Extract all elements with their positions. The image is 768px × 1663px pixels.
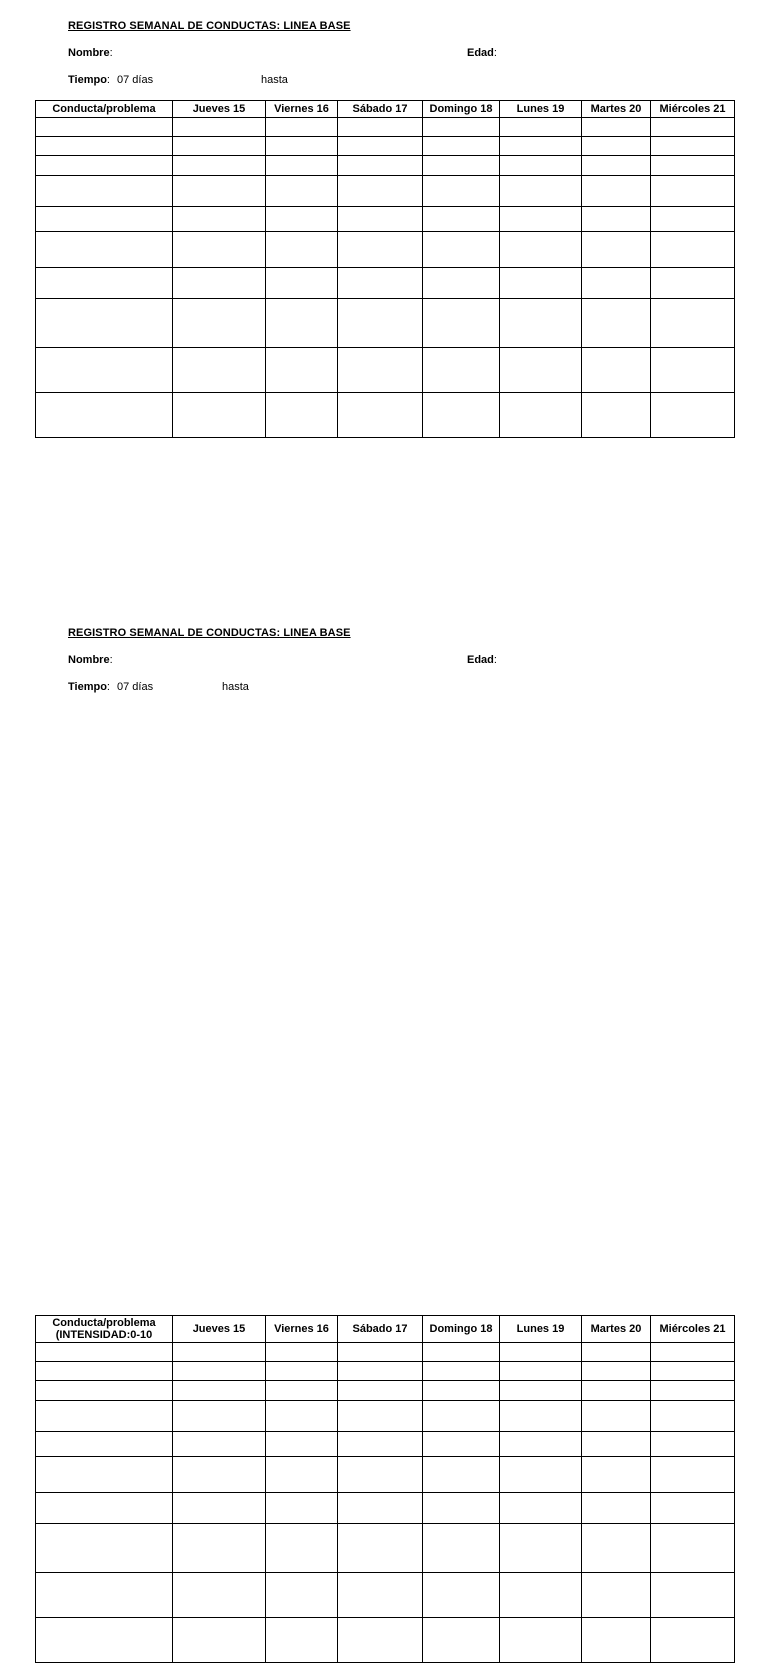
day-cell[interactable]: [423, 176, 500, 207]
table-row: [36, 232, 735, 268]
day-cell[interactable]: [338, 1573, 423, 1618]
day-cell[interactable]: [651, 1618, 735, 1663]
day-cell[interactable]: [338, 299, 423, 348]
day-cell[interactable]: [338, 1524, 423, 1573]
day-cell[interactable]: [500, 1401, 582, 1432]
day-cell[interactable]: [500, 1381, 582, 1401]
day-cell[interactable]: [266, 1401, 338, 1432]
day-cell[interactable]: [582, 1401, 651, 1432]
day-cell[interactable]: [500, 299, 582, 348]
table-row: [36, 348, 735, 393]
column-header-viernes: Viernes 16: [266, 1316, 338, 1343]
day-cell[interactable]: [338, 1381, 423, 1401]
column-header-conducta: Conducta/problema: [36, 101, 173, 118]
day-cell[interactable]: [338, 1362, 423, 1381]
day-cell[interactable]: [423, 1457, 500, 1493]
column-header-miercoles: Miércoles 21: [651, 1316, 735, 1343]
day-cell[interactable]: [423, 268, 500, 299]
tiempo-field: [68, 74, 153, 86]
day-cell[interactable]: [423, 1432, 500, 1457]
day-cell[interactable]: [173, 1401, 266, 1432]
day-cell[interactable]: [173, 1343, 266, 1362]
table-row: [36, 1618, 735, 1663]
day-cell[interactable]: [173, 299, 266, 348]
day-cell[interactable]: [423, 299, 500, 348]
day-cell[interactable]: [651, 207, 735, 232]
day-cell[interactable]: [423, 1524, 500, 1573]
day-cell[interactable]: [500, 232, 582, 268]
table-row: [36, 156, 735, 176]
day-cell[interactable]: [423, 1573, 500, 1618]
column-header-conducta-label: Conducta/problema: [52, 1317, 156, 1329]
day-cell[interactable]: [651, 1401, 735, 1432]
day-cell[interactable]: [266, 156, 338, 176]
table-row: [36, 1362, 735, 1381]
behavior-cell[interactable]: [36, 176, 173, 207]
day-cell[interactable]: [173, 1381, 266, 1401]
behavior-cell[interactable]: [36, 1618, 173, 1663]
table-row: [36, 1432, 735, 1457]
behavior-cell[interactable]: [36, 137, 173, 156]
day-cell[interactable]: [266, 232, 338, 268]
day-cell[interactable]: [173, 118, 266, 137]
column-header-domingo: Domingo 18: [423, 1316, 500, 1343]
table-row: [36, 207, 735, 232]
day-cell[interactable]: [582, 137, 651, 156]
day-cell[interactable]: [173, 393, 266, 438]
day-cell[interactable]: [338, 176, 423, 207]
table-row: [36, 268, 735, 299]
day-cell[interactable]: [266, 393, 338, 438]
behavior-table: [35, 100, 735, 438]
day-cell[interactable]: [338, 1343, 423, 1362]
day-cell[interactable]: [423, 1401, 500, 1432]
day-cell[interactable]: [338, 118, 423, 137]
day-cell[interactable]: [338, 1493, 423, 1524]
tiempo-colon: :: [106, 681, 110, 693]
day-cell[interactable]: [266, 348, 338, 393]
column-header-intensidad: (INTENSIDAD:0-10: [55, 1329, 153, 1341]
day-cell[interactable]: [266, 1432, 338, 1457]
hasta-label: hasta: [222, 681, 249, 693]
day-cell[interactable]: [338, 207, 423, 232]
tiempo-label: Tiempo: [68, 74, 107, 86]
day-cell[interactable]: [500, 1457, 582, 1493]
day-cell[interactable]: [266, 1573, 338, 1618]
edad-label: Edad: [467, 47, 494, 59]
form-title: REGISTRO SEMANAL DE CONDUCTAS: LINEA BASE: [68, 20, 351, 32]
table-row: [36, 1343, 735, 1362]
day-cell[interactable]: [582, 1457, 651, 1493]
day-cell[interactable]: [266, 1457, 338, 1493]
day-cell[interactable]: [173, 1524, 266, 1573]
nombre-field: [68, 47, 113, 59]
table-row: [36, 299, 735, 348]
day-cell[interactable]: [423, 1343, 500, 1362]
day-cell[interactable]: [582, 1381, 651, 1401]
day-cell[interactable]: [651, 1573, 735, 1618]
day-cell[interactable]: [266, 1618, 338, 1663]
hasta-label: hasta: [261, 74, 288, 86]
day-cell[interactable]: [266, 1343, 338, 1362]
nombre-label: Nombre: [68, 47, 110, 59]
day-cell[interactable]: [423, 207, 500, 232]
table-row: [36, 1381, 735, 1401]
day-cell[interactable]: [423, 393, 500, 438]
day-cell[interactable]: [173, 137, 266, 156]
day-cell[interactable]: [500, 268, 582, 299]
day-cell[interactable]: [651, 268, 735, 299]
day-cell[interactable]: [582, 1618, 651, 1663]
day-cell[interactable]: [500, 1432, 582, 1457]
day-cell[interactable]: [651, 1457, 735, 1493]
form-title: REGISTRO SEMANAL DE CONDUCTAS: LINEA BASE: [68, 627, 351, 639]
edad-colon: :: [493, 654, 497, 666]
day-cell[interactable]: [651, 299, 735, 348]
column-header-viernes: Viernes 16: [266, 101, 338, 118]
day-cell[interactable]: [651, 1524, 735, 1573]
day-cell[interactable]: [266, 299, 338, 348]
behavior-cell[interactable]: [36, 207, 173, 232]
table-row: [36, 176, 735, 207]
table-row: [36, 1573, 735, 1618]
day-cell[interactable]: [338, 1457, 423, 1493]
behavior-cell[interactable]: [36, 1401, 173, 1432]
day-cell[interactable]: [500, 1524, 582, 1573]
day-cell[interactable]: [500, 176, 582, 207]
behavior-cell[interactable]: [36, 1524, 173, 1573]
day-cell[interactable]: [651, 1432, 735, 1457]
edad-field: [467, 47, 497, 59]
column-header-lunes: Lunes 19: [500, 101, 582, 118]
day-cell[interactable]: [500, 393, 582, 438]
day-cell[interactable]: [651, 232, 735, 268]
edad-colon: :: [493, 47, 497, 59]
behavior-cell[interactable]: [36, 1343, 173, 1362]
day-cell[interactable]: [500, 118, 582, 137]
behavior-cell[interactable]: [36, 299, 173, 348]
day-cell[interactable]: [651, 118, 735, 137]
day-cell[interactable]: [173, 1493, 266, 1524]
behavior-cell[interactable]: [36, 232, 173, 268]
table-row: [36, 1401, 735, 1432]
column-header-lunes: Lunes 19: [500, 1316, 582, 1343]
column-header-sabado: Sábado 17: [338, 1316, 423, 1343]
day-cell[interactable]: [582, 348, 651, 393]
table-header-row: [36, 101, 735, 118]
tiempo-value: 07 días: [116, 681, 154, 693]
day-cell[interactable]: [266, 268, 338, 299]
day-cell[interactable]: [423, 1381, 500, 1401]
column-header-martes: Martes 20: [582, 101, 651, 118]
day-cell[interactable]: [338, 268, 423, 299]
day-cell[interactable]: [338, 156, 423, 176]
day-cell[interactable]: [266, 1524, 338, 1573]
day-cell[interactable]: [500, 1343, 582, 1362]
tiempo-label: Tiempo: [68, 681, 107, 693]
day-cell[interactable]: [338, 232, 423, 268]
day-cell[interactable]: [582, 393, 651, 438]
day-cell[interactable]: [173, 1457, 266, 1493]
behavior-cell[interactable]: [36, 156, 173, 176]
day-cell[interactable]: [582, 1362, 651, 1381]
day-cell[interactable]: [266, 118, 338, 137]
column-header-miercoles: Miércoles 21: [651, 101, 735, 118]
day-cell[interactable]: [500, 207, 582, 232]
day-cell[interactable]: [651, 1381, 735, 1401]
day-cell[interactable]: [582, 1573, 651, 1618]
day-cell[interactable]: [582, 156, 651, 176]
behavior-cell[interactable]: [36, 1362, 173, 1381]
column-header-conducta: [36, 1316, 173, 1343]
behavior-cell[interactable]: [36, 1493, 173, 1524]
day-cell[interactable]: [582, 118, 651, 137]
day-cell[interactable]: [173, 156, 266, 176]
day-cell[interactable]: [423, 1493, 500, 1524]
day-cell[interactable]: [500, 348, 582, 393]
day-cell[interactable]: [423, 1362, 500, 1381]
day-cell[interactable]: [423, 156, 500, 176]
day-cell[interactable]: [173, 1432, 266, 1457]
column-header-jueves: Jueves 15: [173, 101, 266, 118]
behavior-cell[interactable]: [36, 118, 173, 137]
day-cell[interactable]: [500, 1493, 582, 1524]
table-row: [36, 1524, 735, 1573]
behavior-cell[interactable]: [36, 1432, 173, 1457]
table-row: [36, 137, 735, 156]
day-cell[interactable]: [173, 176, 266, 207]
day-cell[interactable]: [651, 176, 735, 207]
column-header-jueves: Jueves 15: [173, 1316, 266, 1343]
day-cell[interactable]: [173, 207, 266, 232]
day-cell[interactable]: [582, 232, 651, 268]
day-cell[interactable]: [266, 1362, 338, 1381]
day-cell[interactable]: [266, 1381, 338, 1401]
column-header-domingo: Domingo 18: [423, 101, 500, 118]
day-cell[interactable]: [582, 176, 651, 207]
day-cell[interactable]: [582, 1524, 651, 1573]
day-cell[interactable]: [266, 137, 338, 156]
edad-field: [467, 654, 497, 666]
nombre-colon: :: [109, 654, 113, 666]
day-cell[interactable]: [338, 1432, 423, 1457]
behavior-cell[interactable]: [36, 348, 173, 393]
table-header-row: [36, 1316, 735, 1343]
day-cell[interactable]: [266, 207, 338, 232]
day-cell[interactable]: [582, 268, 651, 299]
day-cell[interactable]: [651, 1343, 735, 1362]
day-cell[interactable]: [173, 268, 266, 299]
day-cell[interactable]: [173, 1573, 266, 1618]
day-cell[interactable]: [423, 118, 500, 137]
day-cell[interactable]: [500, 1618, 582, 1663]
day-cell[interactable]: [651, 1493, 735, 1524]
nombre-label: Nombre: [68, 654, 110, 666]
table-row: [36, 1493, 735, 1524]
behavior-cell[interactable]: [36, 268, 173, 299]
behavior-cell[interactable]: [36, 1457, 173, 1493]
column-header-martes: Martes 20: [582, 1316, 651, 1343]
nombre-field: [68, 654, 113, 666]
day-cell[interactable]: [338, 348, 423, 393]
day-cell[interactable]: [582, 1493, 651, 1524]
day-cell[interactable]: [500, 1362, 582, 1381]
day-cell[interactable]: [266, 1493, 338, 1524]
day-cell[interactable]: [582, 207, 651, 232]
day-cell[interactable]: [651, 137, 735, 156]
day-cell[interactable]: [582, 1343, 651, 1362]
day-cell[interactable]: [338, 1401, 423, 1432]
behavior-cell[interactable]: [36, 1573, 173, 1618]
day-cell[interactable]: [173, 232, 266, 268]
day-cell[interactable]: [651, 348, 735, 393]
behavior-cell[interactable]: [36, 1381, 173, 1401]
day-cell[interactable]: [651, 1362, 735, 1381]
day-cell[interactable]: [651, 156, 735, 176]
table-row: [36, 393, 735, 438]
day-cell[interactable]: [582, 299, 651, 348]
nombre-colon: :: [109, 47, 113, 59]
day-cell[interactable]: [582, 1432, 651, 1457]
day-cell[interactable]: [173, 1362, 266, 1381]
day-cell[interactable]: [266, 176, 338, 207]
tiempo-colon: :: [106, 74, 110, 86]
edad-label: Edad: [467, 654, 494, 666]
day-cell[interactable]: [651, 393, 735, 438]
day-cell[interactable]: [423, 348, 500, 393]
table-row: [36, 118, 735, 137]
day-cell[interactable]: [423, 1618, 500, 1663]
day-cell[interactable]: [173, 348, 266, 393]
day-cell[interactable]: [423, 137, 500, 156]
behavior-cell[interactable]: [36, 393, 173, 438]
day-cell[interactable]: [500, 1573, 582, 1618]
tiempo-value: 07 días: [116, 74, 154, 86]
day-cell[interactable]: [338, 393, 423, 438]
behavior-table: [35, 1315, 735, 1663]
day-cell[interactable]: [338, 137, 423, 156]
day-cell[interactable]: [500, 137, 582, 156]
column-header-sabado: Sábado 17: [338, 101, 423, 118]
day-cell[interactable]: [423, 232, 500, 268]
day-cell[interactable]: [338, 1618, 423, 1663]
day-cell[interactable]: [500, 156, 582, 176]
day-cell[interactable]: [173, 1618, 266, 1663]
table-row: [36, 1457, 735, 1493]
tiempo-field: [68, 681, 153, 693]
